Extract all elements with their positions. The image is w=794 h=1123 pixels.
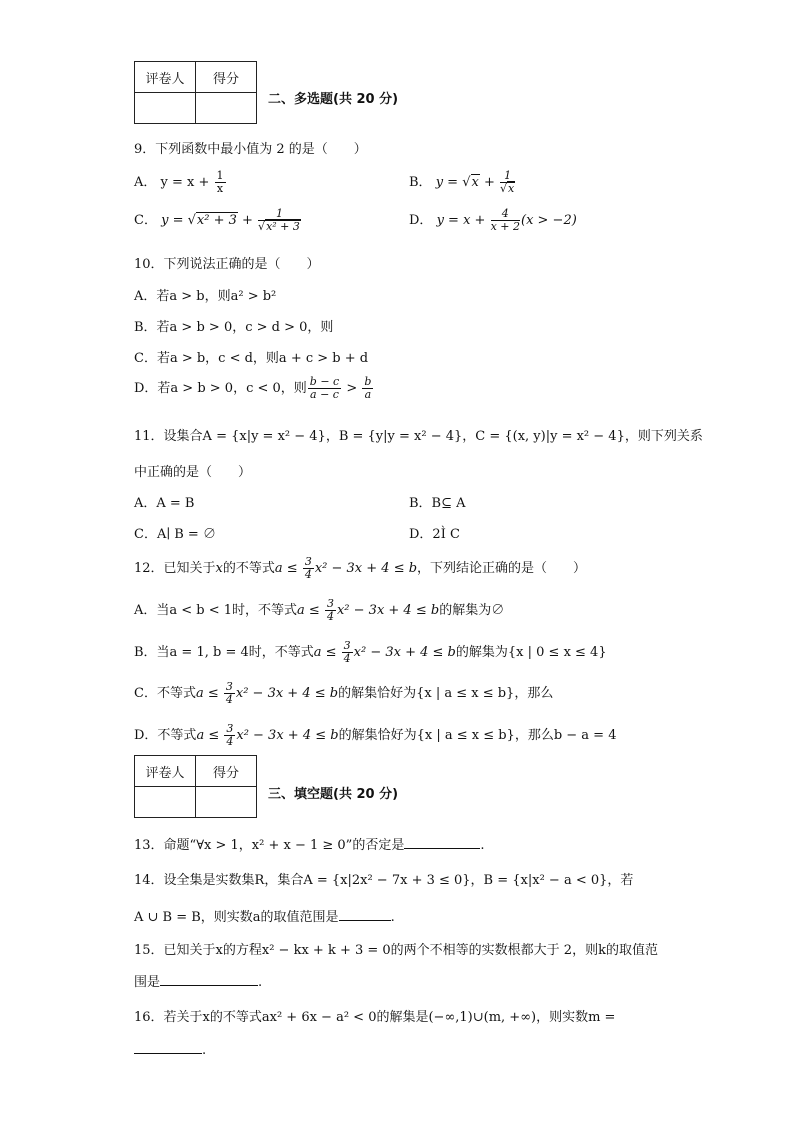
- q10-stem: 10．下列说法正确的是（ ）: [134, 257, 320, 272]
- q11-stem-line2: 中正确的是（ ）: [134, 465, 252, 480]
- q14-answer-blank[interactable]: [339, 920, 391, 921]
- score-table-section3: [134, 755, 257, 818]
- q13-answer-blank[interactable]: [404, 848, 480, 849]
- q9-a-formula: y = x + $\frac{1}{x}$: [160, 169, 224, 196]
- section3-title: 三、填空题(共 20 分): [268, 787, 399, 802]
- q12-stem-x: x: [215, 561, 223, 577]
- q10-d-formula: $\frac{b - c}{a - c}$ > $\frac{b}{a}$: [309, 375, 372, 402]
- section2-title: 二、多选题(共 20 分): [268, 92, 399, 107]
- grader-header: 评卷人: [135, 756, 196, 787]
- q9-option-a[interactable]: [134, 170, 227, 195]
- q16-line2: [134, 1043, 206, 1058]
- q13: [134, 834, 484, 853]
- q11-stem-line1: 11．设集合A = {x|y = x² − 4}，B = {y|y = x² − 4}，C = {(x, y)|y = x² − 4}，则下列关系: [134, 429, 703, 444]
- grader-cell: [135, 93, 196, 124]
- q12-a-pre: A．当a < b < 1时，不等式: [134, 603, 298, 619]
- q12-c-pre: C．不等式: [134, 686, 196, 702]
- q9-option-c[interactable]: [134, 208, 302, 233]
- q12-stem-mid: 的不等式: [222, 561, 275, 577]
- q12-stem: [134, 556, 586, 581]
- score-header: 得分: [196, 756, 257, 787]
- score-header: 得分: [196, 62, 257, 93]
- q13-end: .: [480, 838, 485, 853]
- q12-option-d[interactable]: [134, 723, 616, 748]
- q12-d-inequality: a ≤ $\frac{3}{4}$ x² − 3x + 4 ≤ b: [196, 722, 339, 749]
- q12-d-post: 的解集恰好为{x | a ≤ x ≤ b}，那么b − a = 4: [338, 728, 617, 744]
- q9-d-formula: y = x + $\frac{4}{x + 2}$ (x > −2): [436, 207, 577, 234]
- q9-stem: 9．下列函数中最小值为 2 的是（ ）: [134, 142, 367, 157]
- q12-b-inequality: a ≤ $\frac{3}{4}$ x² − 3x + 4 ≤ b: [313, 639, 456, 666]
- score-cell: [196, 93, 257, 124]
- q12-d-pre: D．不等式: [134, 728, 197, 744]
- q9-option-d[interactable]: [409, 208, 577, 233]
- q12-stem-post: ，下列结论正确的是（ ）: [417, 561, 587, 577]
- q16-line1: 16．若关于x的不等式ax² + 6x − a² < 0的解集是(−∞,1)∪(m, +∞)，则实数m =: [134, 1010, 616, 1025]
- q12-option-a[interactable]: [134, 598, 504, 623]
- score-table-section2: [134, 61, 257, 124]
- q10-option-a[interactable]: A．若a > b，则a² > b²: [134, 289, 277, 304]
- q12-b-post: 的解集为{x | 0 ≤ x ≤ 4}: [455, 645, 607, 661]
- q11-option-b[interactable]: B．B⊆ A: [409, 496, 466, 511]
- q9-option-b[interactable]: [409, 170, 516, 195]
- q12-c-post: 的解集恰好为{x | a ≤ x ≤ b}，那么: [338, 686, 554, 702]
- q13-text: 13．命题“∀x > 1，x² + x − 1 ≥ 0”的否定是: [134, 838, 405, 853]
- q12-a-post: 的解集为∅: [439, 603, 505, 619]
- q10-option-b[interactable]: B．若a > b > 0，c > d > 0，则: [134, 320, 334, 335]
- grader-header: 评卷人: [135, 62, 196, 93]
- grader-cell: [135, 787, 196, 818]
- q11-option-c[interactable]: C．A∣ B = ∅: [134, 527, 216, 542]
- q10-d-text: D．若a > b > 0，c < 0，则: [134, 381, 307, 397]
- q15-answer-blank[interactable]: [160, 985, 258, 986]
- q9-d-label: D．: [409, 213, 433, 229]
- q10-option-d[interactable]: [134, 376, 374, 401]
- q14-line1: 14．设全集是实数集R，集合A = {x|2x² − 7x + 3 ≤ 0}，B = {x|x² − a < 0}，若: [134, 873, 634, 888]
- q11-option-d[interactable]: D．2Ì C: [409, 527, 460, 542]
- q14-line2: [134, 906, 395, 925]
- q12-a-inequality: a ≤ $\frac{3}{4}$ x² − 3x + 4 ≤ b: [297, 597, 440, 624]
- q14-line2-text: A ∪ B = B，则实数a的取值范围是: [134, 910, 339, 925]
- q9-c-label: C．: [134, 213, 157, 229]
- q15-line1: 15．已知关于x的方程x² − kx + k + 3 = 0的两个不相等的实数根都大于 2，则k的取值范: [134, 943, 658, 958]
- q12-b-pre: B．当a = 1, b = 4时，不等式: [134, 645, 314, 661]
- q11-option-a[interactable]: A．A = B: [134, 496, 195, 511]
- q12-option-c[interactable]: [134, 681, 553, 706]
- q12-stem-pre: 12．已知关于: [134, 561, 216, 577]
- q16-end: .: [202, 1043, 207, 1058]
- q9-b-formula: y = √x + $\frac{1}{√x}$: [435, 169, 515, 196]
- q9-b-label: B．: [409, 175, 432, 191]
- q9-c-formula: y = √x² + 3 + $\frac{1}{\text{√x² + 3}}$: [161, 207, 300, 234]
- q15-end: .: [258, 975, 263, 990]
- q12-option-b[interactable]: [134, 640, 607, 665]
- q16-answer-blank[interactable]: [134, 1053, 202, 1054]
- q10-option-c[interactable]: C．若a > b，c < d，则a + c > b + d: [134, 351, 369, 366]
- score-cell: [196, 787, 257, 818]
- q15-line2: [134, 971, 262, 990]
- q12-c-inequality: a ≤ $\frac{3}{4}$ x² − 3x + 4 ≤ b: [195, 680, 339, 707]
- q9-a-label: A．: [134, 175, 157, 191]
- q15-line2-text: 围是: [134, 975, 161, 990]
- q14-end: .: [390, 910, 395, 925]
- q12-inequality: a ≤ $\frac{3}{4}$ x² − 3x + 4 ≤ b: [274, 555, 418, 582]
